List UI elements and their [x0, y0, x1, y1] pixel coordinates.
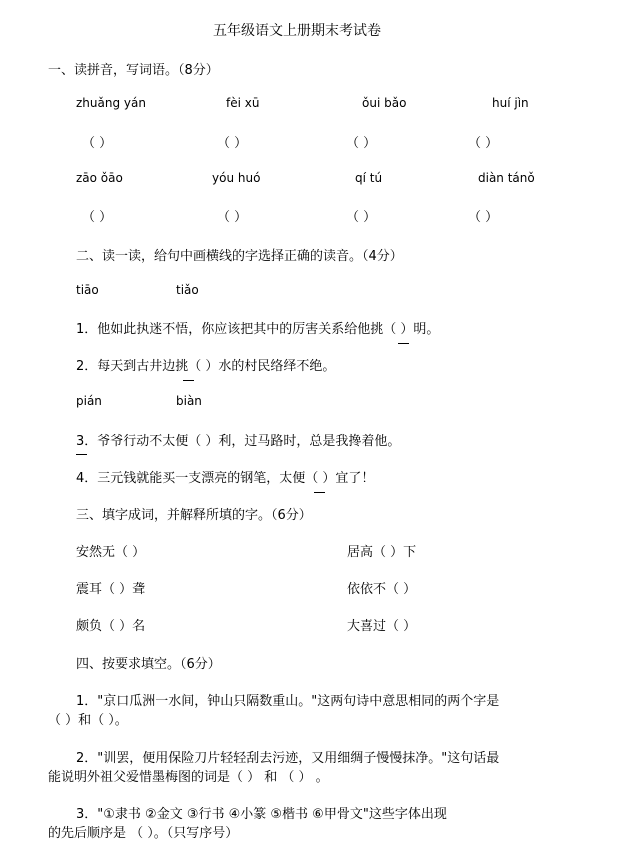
section-2-heading: 二、读一读，给句中画横线的字选择正确的读音。（4分）	[76, 249, 403, 264]
answer-blank[interactable]: （ ）	[82, 210, 113, 225]
underline-mark	[183, 380, 194, 381]
underline-mark	[76, 454, 87, 455]
underline-mark	[314, 492, 325, 493]
question-4-3-blank: 的先后顺序是 （ ）。（只写序号）	[48, 826, 239, 841]
answer-blank[interactable]: （ ）	[468, 210, 499, 225]
section-4-heading: 四、按要求填空。（6分）	[76, 657, 221, 672]
answer-blank[interactable]: （ ）	[217, 210, 248, 225]
answer-blank[interactable]: （ ）	[82, 136, 113, 151]
page-title: 五年级语文上册期末考试卷	[213, 23, 381, 39]
pinyin-2-4: diàn tánǒ	[478, 171, 535, 185]
idiom-item: 居高（ ）下	[347, 545, 417, 560]
pinyin-option: tiāo	[76, 283, 99, 297]
idiom-item: 颇负（ ）名	[76, 619, 146, 634]
pinyin-2-1: zāo ǒāo	[76, 171, 123, 185]
pinyin-1-1: zhuǎng yán	[76, 96, 146, 110]
pinyin-option: tiǎo	[176, 283, 199, 297]
question-2-1: 1．他如此执迷不悟，你应该把其中的厉害关系给他挑（ ）明。	[76, 322, 440, 337]
underline-mark	[398, 343, 409, 344]
idiom-item: 震耳（ ）聋	[76, 582, 146, 597]
idiom-item: 依依不（ ）	[347, 582, 417, 597]
answer-blank[interactable]: （ ）	[346, 136, 377, 151]
question-2-4: 4．三元钱就能买一支漂亮的钢笔，太便（ ）宜了！	[76, 471, 375, 486]
question-4-1: 1．"京口瓜洲一水间，钟山只隔数重山。"这两句诗中意思相同的两个字是	[76, 694, 500, 709]
idiom-item: 安然无（ ）	[76, 545, 146, 560]
question-4-2-blank: 能说明外祖父爱惜墨梅图的词是（ ） 和 （ ） 。	[48, 770, 329, 785]
idiom-item: 大喜过（ ）	[347, 619, 417, 634]
question-2-3: 3．爷爷行动不太便（ ）利，过马路时，总是我搀着他。	[76, 434, 401, 449]
answer-blank[interactable]: （ ）	[346, 210, 377, 225]
pinyin-option: biàn	[176, 394, 202, 408]
question-4-1-blank: （ ）和（ ）。	[48, 713, 128, 728]
answer-blank[interactable]: （ ）	[217, 136, 248, 151]
pinyin-2-2: yóu huó	[212, 171, 261, 185]
question-4-2: 2．"训罢，便用保险刀片轻轻刮去污迹，又用细绸子慢慢抹净。"这句话最	[76, 751, 500, 766]
pinyin-1-2: fèi xū	[226, 96, 260, 110]
pinyin-2-3: qí tú	[355, 171, 383, 185]
pinyin-option: pián	[76, 394, 102, 408]
answer-blank[interactable]: （ ）	[468, 136, 499, 151]
pinyin-1-4: huí jìn	[492, 96, 529, 110]
section-1-heading: 一、读拼音，写词语。（8分）	[48, 63, 219, 78]
section-3-heading: 三、填字成词，并解释所填的字。（6分）	[76, 508, 312, 523]
question-2-2: 2．每天到古井边挑（ ）水的村民络绎不绝。	[76, 359, 336, 374]
pinyin-1-3: ǒui bǎo	[362, 96, 407, 110]
question-4-3: 3．"①隶书 ②金文 ③行书 ④小篆 ⑤楷书 ⑥甲骨文"这些字体出现	[76, 807, 447, 822]
